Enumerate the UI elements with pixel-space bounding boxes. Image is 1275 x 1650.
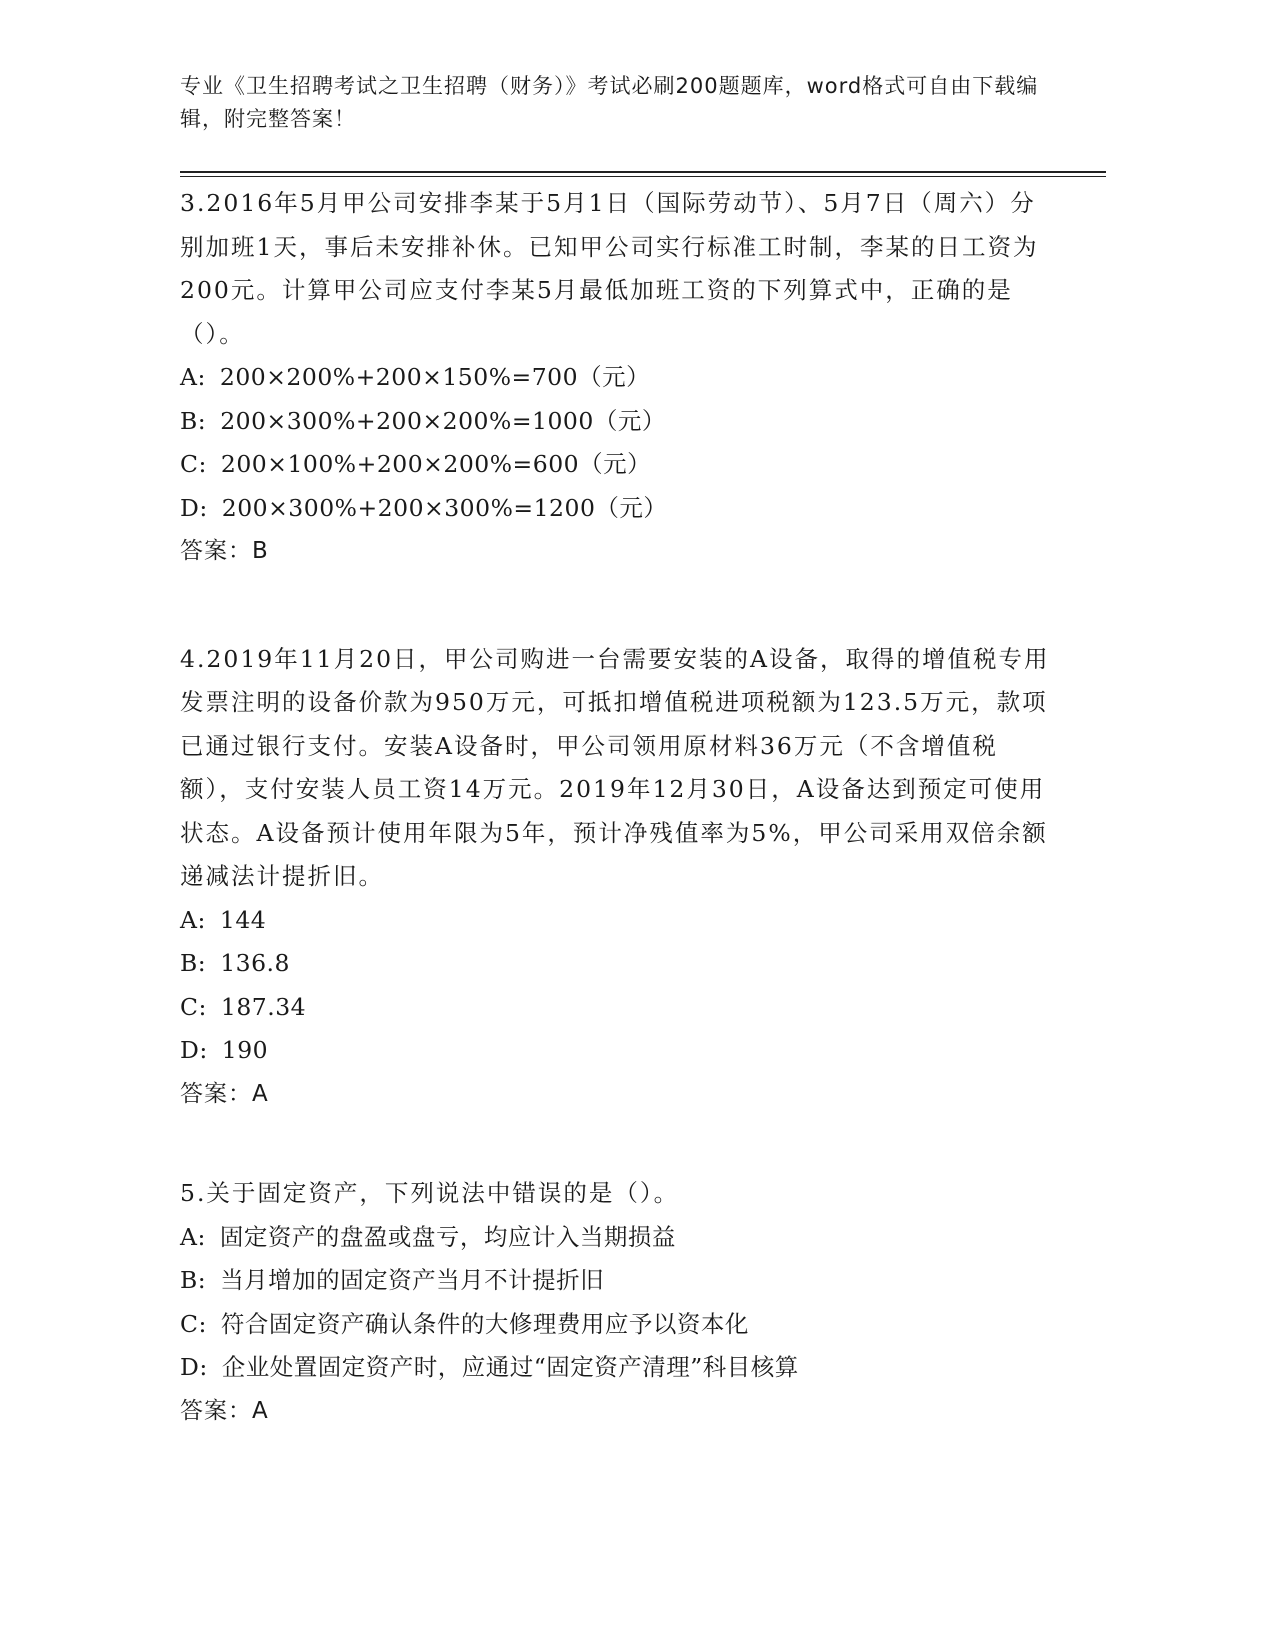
option-text: 200×200%+200×150%=700（元）	[219, 363, 651, 391]
option-d	[180, 1346, 1060, 1390]
header-title: 专业《卫生招聘考试之卫生招聘（财务）》考试必刷200题题库，word格式可自由下载编辑，附完整答案！	[180, 74, 1039, 131]
option-text: 当月增加的固定资产当月不计提折旧	[220, 1266, 605, 1294]
answer-line: 答案：B	[180, 538, 269, 564]
option-text: 符合固定资产确认条件的大修理费用应予以资本化	[220, 1309, 749, 1338]
option-letter: A:	[180, 905, 206, 934]
option-list	[180, 356, 1060, 530]
header-divider-thin	[180, 176, 1106, 177]
option-text: 200×300%+200×300%=1200（元）	[221, 493, 668, 522]
option-letter: C:	[180, 1309, 207, 1338]
option-b	[180, 1259, 1060, 1303]
answer-line: 答案：A	[180, 1397, 269, 1424]
option-letter: D:	[180, 1036, 208, 1064]
question-stem: 3.2016年5月甲公司安排李某于5月1日（国际劳动节）、5月7日（周六）分别加班1天，事后未安排补休。已知甲公司实行标准工时制，李某的日工资为200元。计算甲公司应支付李某5月最低加班工资的下列算式中，正确的是（）。	[180, 189, 1039, 348]
option-a	[180, 356, 1060, 400]
option-a	[180, 899, 1060, 943]
option-text: 200×300%+200×200%=1000（元）	[220, 406, 666, 435]
option-text: 136.8	[220, 949, 290, 977]
answer-line: 答案：A	[180, 1080, 269, 1107]
option-text: 187.34	[220, 992, 307, 1021]
document-header	[180, 70, 1040, 136]
option-c	[180, 443, 1060, 487]
option-letter: B:	[180, 1266, 207, 1294]
option-text: 200×100%+200×200%=600（元）	[220, 450, 652, 478]
option-b	[180, 400, 1060, 444]
question-3	[180, 182, 1060, 574]
question-4	[180, 638, 1060, 1117]
option-letter: B:	[180, 949, 207, 977]
option-letter: A:	[180, 1222, 206, 1251]
option-list	[180, 899, 1060, 1073]
option-letter: D:	[180, 1353, 208, 1381]
option-letter: C:	[180, 450, 207, 478]
option-c	[180, 1303, 1060, 1347]
option-b	[180, 942, 1060, 986]
option-list	[180, 1216, 1060, 1390]
option-letter: C:	[180, 992, 207, 1021]
option-text: 190	[221, 1036, 269, 1064]
question-stem: 4.2019年11月20日，甲公司购进一台需要安装的A设备，取得的增值税专用发票注明的设备价款为950万元，可抵扣增值税进项税额为123.5万元，款项已通过银行支付。安装A设备时，甲公司领用原材料36万元（不含增值税额），支付安装人员工资14万元。2019年12月30日，A设备达到预定可使用状态。A设备预计使用年限为5年，预计净残值率为5%，甲公司采用双倍余额递减法计提折旧。	[180, 644, 1050, 890]
header-divider-thick	[180, 171, 1106, 173]
option-a	[180, 1216, 1060, 1260]
option-text: 企业处置固定资产时，应通过“固定资产清理”科目核算	[221, 1353, 799, 1381]
option-letter: A:	[180, 363, 206, 391]
question-stem: 5.关于固定资产，下列说法中错误的是（）。	[180, 1179, 680, 1207]
question-list	[180, 182, 1060, 1489]
option-text: 144	[219, 905, 267, 934]
option-d	[180, 487, 1060, 531]
option-text: 固定资产的盘盈或盘亏，均应计入当期损益	[219, 1222, 676, 1251]
option-d	[180, 1029, 1060, 1073]
option-c	[180, 986, 1060, 1030]
question-5	[180, 1172, 1060, 1433]
option-letter: B:	[180, 406, 207, 435]
option-letter: D:	[180, 493, 208, 522]
